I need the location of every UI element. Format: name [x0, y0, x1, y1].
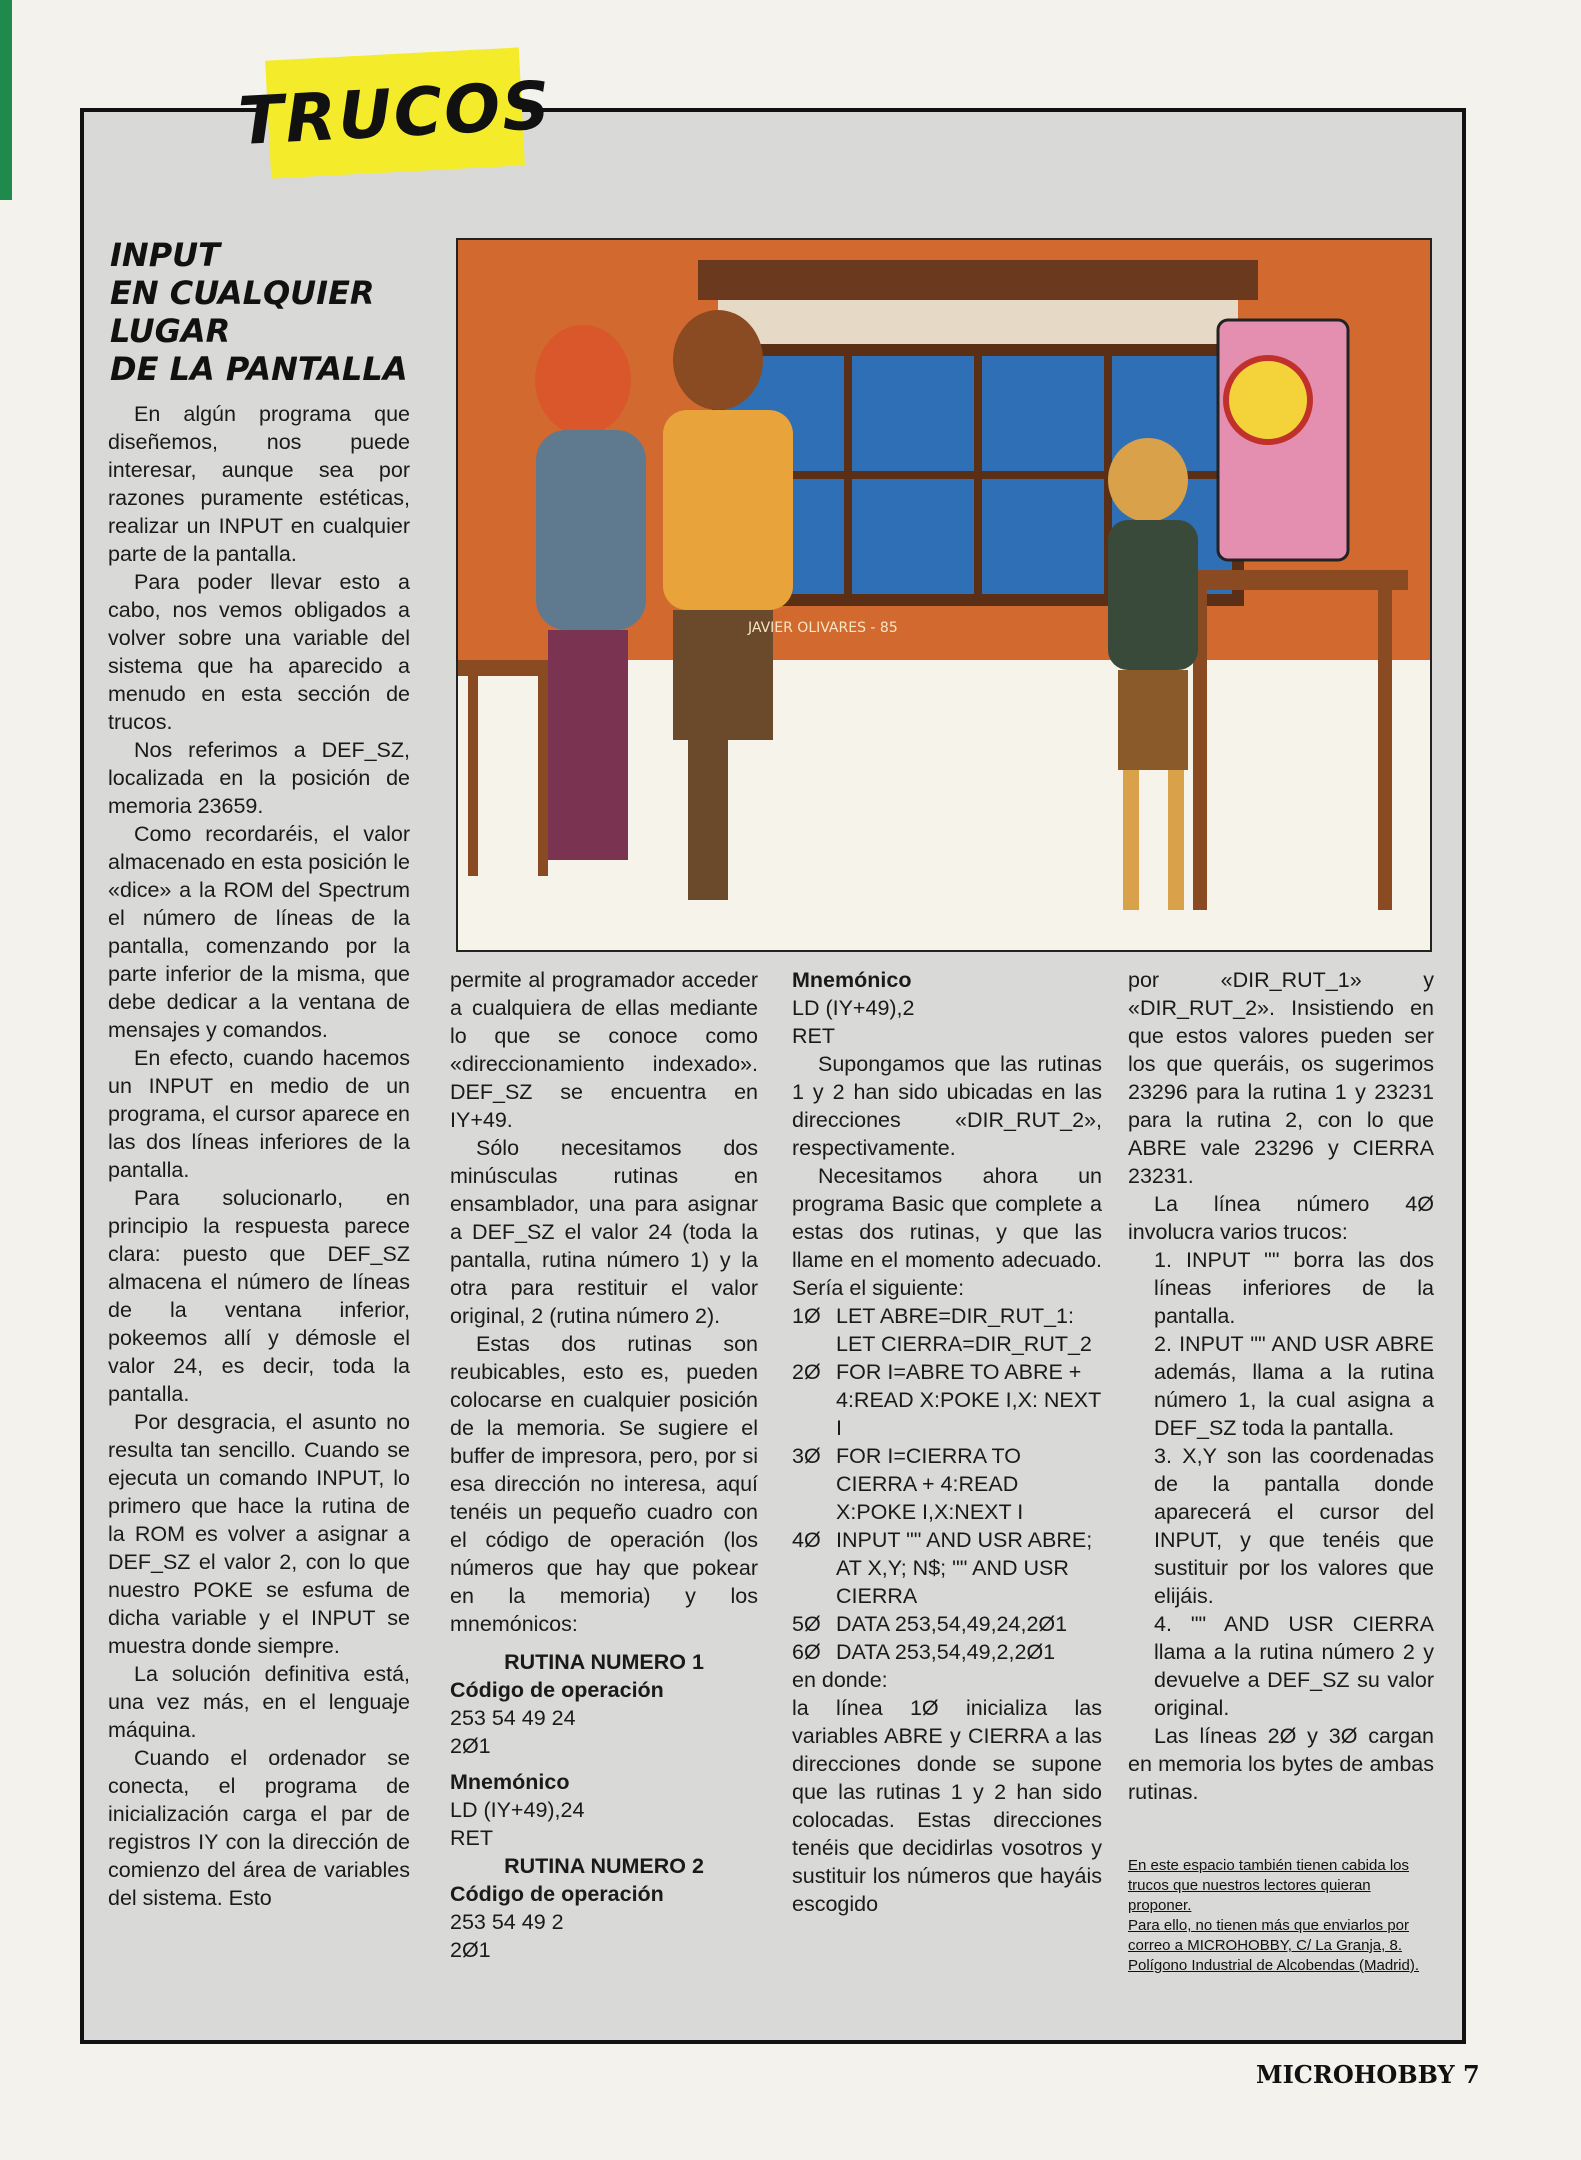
- paragraph: Para poder llevar esto a cabo, nos vemos obligados a volver sobre una variable del sistema que ha aparecido a menudo en esta sección de trucos.: [108, 570, 410, 734]
- curtain-rail: [698, 260, 1258, 300]
- note-line: En este espacio también tienen cabida los trucos que nuestros lectores quieran proponer.: [1128, 1857, 1410, 1914]
- routine-1-mnemonic: RET: [450, 1826, 493, 1850]
- headline-line: INPUT: [110, 236, 220, 274]
- paragraph: Cuando el ordenador se conecta, el programa de inicialización carga el par de registros IY con la dirección de comienzo del área de variables del sistema. Esto: [108, 1746, 410, 1910]
- boy-jacket: [1108, 520, 1198, 670]
- basic-line: [792, 1358, 1102, 1442]
- paragraph: Estas dos rutinas son reubicables, esto es, pueden colocarse en cualquier posición de la memoria. Se sugiere el buffer de impresora, pero, por si esa dirección no interesa, aquí tenéis un pequeño cuadro con el código de operación (los números que hay que pokear en la memoria) y los mnemónicos:: [450, 1332, 758, 1636]
- magazine-name: MICROHOBBY: [1256, 2060, 1455, 2089]
- section-tag-label: TRUCOS: [236, 66, 554, 160]
- basic-line-number: 3Ø: [792, 1444, 821, 1468]
- paragraph: En algún programa que diseñemos, nos puede interesar, aunque sea por razones puramente estéticas, realizar un INPUT en cualquier parte de la pantalla.: [108, 402, 410, 566]
- routine-1-opcode-label: Código de operación: [450, 1678, 664, 1702]
- list-item: 3. X,Y son las coordenadas de la pantalla donde aparecerá el cursor del INPUT, y que tenéis que sustituir por los valores que elijáis.: [1154, 1444, 1434, 1608]
- list-item: 1. INPUT "" borra las dos líneas inferiores de la pantalla.: [1154, 1248, 1434, 1328]
- stand-top: [1178, 570, 1408, 590]
- paragraph: Nos referimos a DEF_SZ, localizada en la posición de memoria 23659.: [108, 738, 410, 818]
- paragraph: Como recordaréis, el valor almacenado en esta posición le «dice» a la ROM del Spectrum el número de líneas de la pantalla, comenzando por la parte inferior de la misma, que debe dedicar a la ventana de mensajes y comandos.: [108, 822, 410, 1042]
- artist-signature: JAVIER OLIVARES - 85: [748, 620, 898, 636]
- paragraph: en donde:: [792, 1668, 888, 1692]
- routine-2-title: RUTINA NUMERO 2: [504, 1854, 704, 1878]
- note-line: Para ello, no tienen más que enviarlos por correo a MICROHOBBY, C/ La Granja, 8. Polígono Industrial de Alcobendas (Madrid).: [1128, 1917, 1420, 1974]
- basic-line-number: 1Ø: [792, 1304, 821, 1328]
- illustration-art: [458, 240, 1430, 950]
- boy-head: [1108, 438, 1188, 522]
- curtain: [718, 300, 1238, 350]
- list-item: 4. "" AND USR CIERRA llama a la rutina número 2 y devuelve a DEF_SZ su valor original.: [1154, 1612, 1434, 1720]
- paragraph: La línea número 4Ø involucra varios trucos:: [1128, 1192, 1434, 1244]
- basic-line: [792, 1526, 1102, 1610]
- routine-1-opcode: 2Ø1: [450, 1734, 491, 1758]
- chair: [458, 660, 558, 676]
- routine-2-opcode: 2Ø1: [450, 1938, 491, 1962]
- paragraph: Las líneas 2Ø y 3Ø cargan en memoria los bytes de ambas rutinas.: [1128, 1724, 1434, 1804]
- basic-line: [792, 1610, 1102, 1638]
- section-tag: [236, 47, 554, 178]
- paragraph: Supongamos que las rutinas 1 y 2 han sido ubicadas en las direcciones «DIR_RUT_2», respectivamente.: [792, 1052, 1102, 1160]
- page-number: 7: [1462, 2060, 1480, 2089]
- basic-line: [792, 1442, 1102, 1526]
- list-item: 2. INPUT "" AND USR ABRE además, llama a la rutina número 1, la cual asigna a DEF_SZ toda la pantalla.: [1154, 1332, 1434, 1440]
- basic-line-code: DATA 253,54,49,24,2Ø1: [836, 1612, 1068, 1636]
- article-column-1: [108, 400, 410, 1912]
- routine-1-mnemonic: LD (IY+49),24: [450, 1798, 585, 1822]
- headline-line: EN CUALQUIER: [110, 274, 375, 312]
- routine-2-mnemonic: RET: [792, 1024, 835, 1048]
- darts-pub-illustration: [456, 238, 1432, 952]
- page-edge-strip: [0, 0, 12, 200]
- man-center-head: [673, 310, 763, 410]
- article-column-4: [1128, 966, 1434, 1806]
- basic-line-number: 5Ø: [792, 1612, 821, 1636]
- routine-2-opcode: 253 54 49 2: [450, 1910, 564, 1934]
- basic-line-number: 4Ø: [792, 1528, 821, 1552]
- man-left-head: [535, 325, 631, 435]
- basic-line-code: FOR I=CIERRA TO CIERRA + 4:READ X:POKE I,X:NEXT I: [836, 1444, 1024, 1524]
- basic-line-code: INPUT "" AND USR ABRE; AT X,Y; N$; "" AND USR CIERRA: [836, 1528, 1093, 1608]
- dartboard: [1226, 358, 1310, 442]
- headline-line: DE LA PANTALLA: [110, 350, 408, 388]
- paragraph: por «DIR_RUT_1» y «DIR_RUT_2». Insistiendo en que estos valores pueden ser los que queráis, os sugerimos 23296 para la rutina 1 y 23231 para la rutina 2, con lo que ABRE vale 23296 y CIERRA 23231.: [1128, 968, 1434, 1188]
- routine-1-opcode: 253 54 49 24: [450, 1706, 576, 1730]
- basic-line-number: 6Ø: [792, 1640, 821, 1664]
- page-footer: [1256, 2060, 1480, 2089]
- basic-line: [792, 1302, 1102, 1358]
- routine-2-mnemonic: LD (IY+49),2: [792, 996, 915, 1020]
- reader-submission-note: [1128, 1856, 1436, 1976]
- basic-line-number: 2Ø: [792, 1360, 821, 1384]
- paragraph: la línea 1Ø inicializa las variables ABRE y CIERRA a las direcciones donde se supone que las rutinas 1 y 2 han sido colocadas. Estas direcciones tenéis que decidirlas vosotros y sustituir los números que hayáis escogido: [792, 1696, 1102, 1916]
- paragraph: permite al programador acceder a cualquiera de ellas mediante lo que se conoce como «direccionamiento indexado». DEF_SZ se encuentra en IY+49.: [450, 968, 758, 1132]
- routine-2-mnemonic-label: Mnemónico: [792, 968, 912, 992]
- man-center-jacket: [663, 410, 793, 610]
- basic-line-code: LET ABRE=DIR_RUT_1: LET CIERRA=DIR_RUT_2: [836, 1304, 1092, 1356]
- paragraph: Necesitamos ahora un programa Basic que complete a estas dos rutinas, y que las llame en el momento adecuado. Sería el siguiente:: [792, 1164, 1102, 1300]
- routine-1-mnemonic-label: Mnemónico: [450, 1770, 570, 1794]
- paragraph: En efecto, cuando hacemos un INPUT en medio de un programa, el cursor aparece en las dos líneas inferiores de la pantalla.: [108, 1046, 410, 1182]
- basic-line: [792, 1638, 1102, 1666]
- basic-line-code: FOR I=ABRE TO ABRE + 4:READ X:POKE I,X: NEXT I: [836, 1360, 1101, 1440]
- article-headline: [110, 236, 430, 388]
- paragraph: La solución definitiva está, una vez más, en el lenguaje máquina.: [108, 1662, 410, 1742]
- routine-2-opcode-label: Código de operación: [450, 1882, 664, 1906]
- headline-line: LUGAR: [110, 312, 231, 350]
- paragraph: Para solucionarlo, en principio la respuesta parece clara: puesto que DEF_SZ almacena el número de líneas de la ventana inferior, pokeemos allí y démosle el valor 24, es decir, toda la pantalla.: [108, 1186, 410, 1406]
- basic-line-code: DATA 253,54,49,2,2Ø1: [836, 1640, 1056, 1664]
- article-column-2: [450, 966, 758, 1964]
- man-left-sweater: [536, 430, 646, 630]
- paragraph: Por desgracia, el asunto no resulta tan sencillo. Cuando se ejecuta un comando INPUT, lo primero que hace la rutina de la ROM es volver a asignar a DEF_SZ el valor 2, con lo que nuestro POKE se esfuma de dicha variable y el INPUT se muestra donde siempre.: [108, 1410, 410, 1658]
- article-column-3: [792, 966, 1102, 1918]
- paragraph: Sólo necesitamos dos minúsculas rutinas en ensamblador, una para asignar a DEF_SZ el valor 24 (toda la pantalla, rutina número 1) y la otra para restituir el valor original, 2 (rutina número 2).: [450, 1136, 758, 1328]
- routine-1-title: RUTINA NUMERO 1: [504, 1650, 704, 1674]
